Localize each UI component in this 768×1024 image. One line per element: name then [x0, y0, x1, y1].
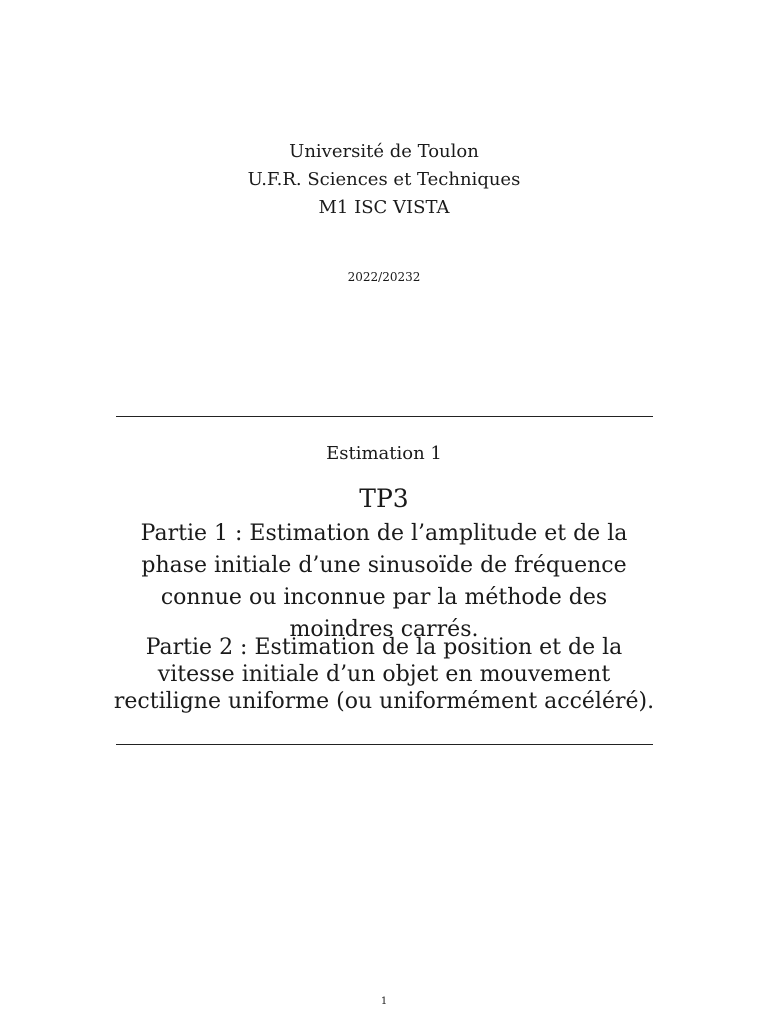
part2-title: Partie 2 : Estimation de la position et de la vitesse initiale d’un objet en mouvement rectiligne uniforme (ou uniformément accéléré).: [113, 635, 655, 714]
part1-title: Partie 1 : Estimation de l’amplitude et de la phase initiale d’une sinusoïde de fréquence connue ou inconnue par la méthode des moindres carrés.: [140, 521, 628, 642]
course-name: Estimation 1: [326, 443, 442, 464]
bottom-rule: [116, 744, 653, 745]
title-header: [0, 138, 768, 222]
ufr-name: U.F.R. Sciences et Techniques: [247, 169, 521, 190]
academic-year: 2022/20232: [347, 270, 421, 284]
tp-title: TP3: [359, 484, 409, 513]
university-name: Université de Toulon: [289, 141, 479, 162]
page-number: 1: [380, 996, 388, 1007]
top-rule: [116, 416, 653, 417]
program-name: M1 ISC VISTA: [318, 197, 450, 218]
